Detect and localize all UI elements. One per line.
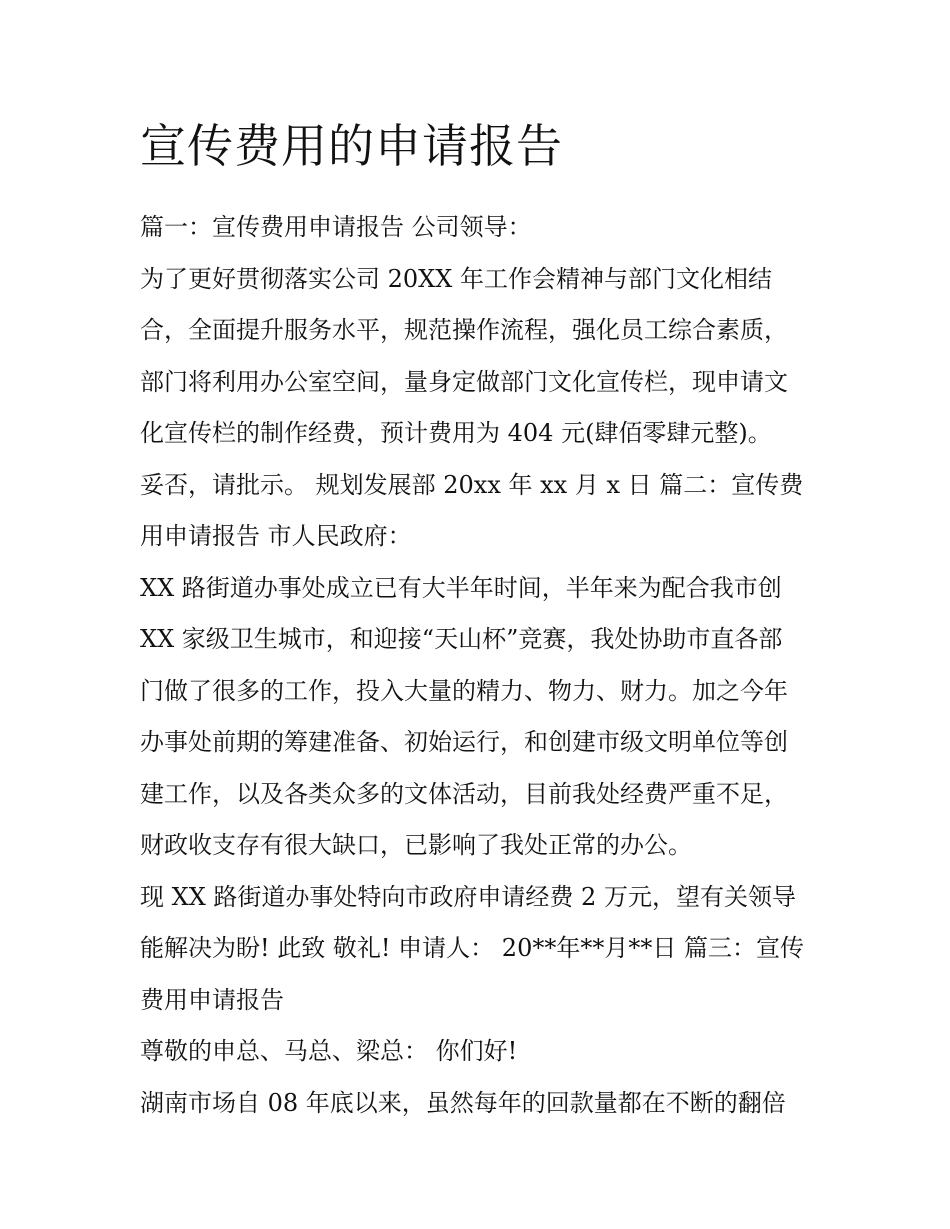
document-page bbox=[140, 110, 820, 1129]
body-line: 门做了很多的工作，投入大量的精力、物力、财力。加之今年 bbox=[140, 676, 788, 705]
body-line: 建工作，以及各类众多的文体活动，目前我处经费严重不足， bbox=[140, 779, 788, 808]
body-line: 办事处前期的筹建准备、初始运行，和创建市级文明单位等创 bbox=[140, 728, 788, 756]
body-line: 湖南市场自 08 年底以来，虽然每年的回款量都在不断的翻倍 bbox=[140, 1088, 786, 1117]
body-line: 现 XX 路街道办事处特向市政府申请经费 2 万元，望有关领导 bbox=[140, 882, 796, 911]
document-body bbox=[140, 202, 820, 1129]
body-line: XX 家级卫生城市，和迎接“天山杯”竞赛，我处协助市直各部 bbox=[140, 625, 783, 653]
body-line: 能解决为盼! 此致 敬礼! 申请人： 20**年**月**日 篇三：宣传 bbox=[140, 934, 804, 962]
body-line: 用申请报告 市人民政府： bbox=[140, 522, 412, 550]
body-line: 化宣传栏的制作经费，预计费用为 404 元(肆佰零肆元整)。 bbox=[140, 419, 772, 447]
body-line: 篇一：宣传费用申请报告 公司领导： bbox=[140, 213, 532, 241]
body-line: 妥否，请批示。 规划发展部 20xx 年 xx 月 x 日 篇二：宣传费 bbox=[140, 470, 804, 499]
body-line: 部门将利用办公室空间，量身定做部门文化宣传栏，现申请文 bbox=[140, 367, 788, 396]
body-line: 费用申请报告 bbox=[140, 985, 284, 1014]
body-line: 为了更好贯彻落实公司 20XX 年工作会精神与部门文化相结 bbox=[140, 264, 772, 293]
body-line: 合，全面提升服务水平，规范操作流程，强化员工综合素质， bbox=[140, 316, 788, 344]
document-title: 宣传费用的申请报告 bbox=[140, 119, 563, 173]
body-line: 财政收支存有很大缺口，已影响了我处正常的办公。 bbox=[140, 831, 692, 859]
body-line: XX 路街道办事处成立已有大半年时间，半年来为配合我市创 bbox=[140, 573, 782, 602]
body-line: 尊敬的申总、马总、梁总： 你们好! bbox=[140, 1037, 518, 1065]
